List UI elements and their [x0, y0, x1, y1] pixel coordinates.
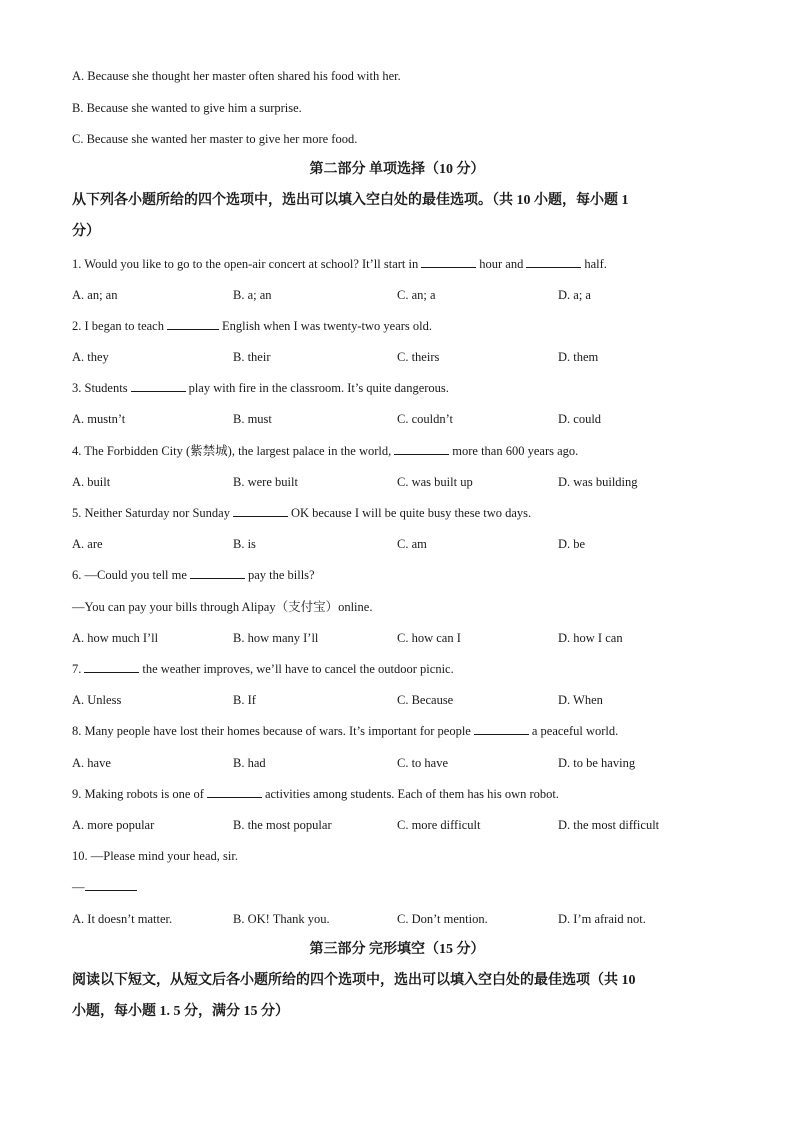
question-1-options — [72, 287, 732, 303]
question-8-options — [72, 755, 732, 771]
option-c: C. Because — [397, 693, 454, 707]
section2-title: 第二部分 单项选择（10 分） — [309, 162, 485, 177]
option-b: B. how many I’ll — [233, 631, 319, 645]
stem-text: pay the bills? — [247, 568, 315, 582]
option-d: D. the most difficult — [558, 818, 660, 832]
option-c: C. how can I — [397, 631, 461, 645]
section3-title: 第三部分 完形填空（15 分） — [309, 942, 485, 957]
question-8-stem — [72, 723, 618, 739]
stem-text: OK because I will be quite busy these two days. — [290, 506, 532, 520]
stem-text: 4. The Forbidden City (紫禁城), the largest palace in the world, — [72, 444, 392, 458]
option-b: B. the most popular — [233, 818, 332, 832]
question-6-stem — [72, 567, 315, 583]
option-c: C. to have — [397, 756, 449, 770]
section2-instructions-line2: 分） — [72, 224, 100, 239]
stem-text: activities among students. Each of them has his own robot. — [264, 787, 559, 801]
question-2-stem — [72, 318, 432, 334]
option-a: A. Unless — [72, 693, 122, 707]
question-5-options — [72, 536, 732, 552]
option-b: B. had — [233, 756, 266, 770]
question-7-stem — [72, 661, 454, 677]
option-d: D. was building — [558, 475, 638, 489]
answer-blank — [474, 723, 529, 735]
answer-blank — [131, 380, 186, 392]
answer-blank — [84, 661, 139, 673]
section2-instructions-line1: 从下列各小题所给的四个选项中，选出可以填入空白处的最佳选项。（共 10 小题，每小题 1 — [72, 193, 629, 208]
option-c: C. more difficult — [397, 818, 481, 832]
option-b: B. If — [233, 693, 256, 707]
prev-option-a: A. Because she thought her master often shared his food with her. — [72, 69, 401, 83]
question-5-stem — [72, 505, 531, 521]
stem-text: 2. I began to teach — [72, 319, 164, 333]
question-1-stem — [72, 256, 607, 272]
option-a: A. built — [72, 475, 111, 489]
stem-text: 9. Making robots is one of — [72, 787, 204, 801]
option-a: A. how much I’ll — [72, 631, 159, 645]
option-a: A. are — [72, 537, 103, 551]
option-b: B. OK! Thank you. — [233, 912, 330, 926]
option-d: D. to be having — [558, 756, 636, 770]
stem-text: 5. Neither Saturday nor Sunday — [72, 506, 230, 520]
question-3-options — [72, 411, 732, 427]
option-d: D. could — [558, 412, 602, 426]
prev-option-b: B. Because she wanted to give him a surprise. — [72, 101, 302, 115]
option-d: D. I’m afraid not. — [558, 912, 646, 926]
option-b: B. is — [233, 537, 256, 551]
stem-text: English when I was twenty-two years old. — [221, 319, 433, 333]
stem-text: 8. Many people have lost their homes because of wars. It’s important for people — [72, 724, 471, 738]
question-4-stem — [72, 443, 578, 459]
stem-text: 10. —Please mind your head, sir. — [72, 849, 238, 863]
stem-text: the weather improves, we’ll have to cancel the outdoor picnic. — [142, 662, 454, 676]
answer-blank — [190, 567, 245, 579]
question-9-stem — [72, 786, 559, 802]
section3-instructions-line1: 阅读以下短文，从短文后各小题所给的四个选项中，选出可以填入空白处的最佳选项（共 10 — [72, 973, 636, 988]
option-d: D. a; a — [558, 288, 591, 302]
option-b: B. were built — [233, 475, 298, 489]
option-a: A. more popular — [72, 818, 155, 832]
question-10-options — [72, 911, 732, 927]
stem-text: 1. Would you like to go to the open-air concert at school? It’ll start in — [72, 257, 419, 271]
option-b: B. must — [233, 412, 272, 426]
stem-text: more than 600 years ago. — [452, 444, 579, 458]
answer-blank — [421, 256, 476, 268]
question-9-options — [72, 817, 732, 833]
option-c: C. was built up — [397, 475, 473, 489]
answer-blank — [526, 256, 581, 268]
option-d: D. how I can — [558, 631, 623, 645]
dash-text: — — [72, 880, 85, 894]
option-b: B. a; an — [233, 288, 272, 302]
answer-blank — [207, 786, 262, 798]
answer-blank — [394, 443, 449, 455]
question-3-stem — [72, 380, 449, 396]
option-d: D. When — [558, 693, 603, 707]
option-a: A. they — [72, 350, 109, 364]
question-6-options — [72, 630, 732, 646]
option-c: C. am — [397, 537, 427, 551]
stem-text: 6. —Could you tell me — [72, 568, 187, 582]
question-2-options — [72, 349, 732, 365]
option-a: A. have — [72, 756, 111, 770]
option-c: C. Don’t mention. — [397, 912, 488, 926]
option-a: A. It doesn’t matter. — [72, 912, 173, 926]
option-c: C. an; a — [397, 288, 436, 302]
stem-text: a peaceful world. — [531, 724, 619, 738]
stem-text: half. — [584, 257, 607, 271]
answer-blank — [233, 505, 288, 517]
option-a: A. mustn’t — [72, 412, 126, 426]
stem-text: 7. — [72, 662, 82, 676]
stem-text: 3. Students — [72, 381, 128, 395]
section3-instructions-line2: 小题，每小题 1. 5 分，满分 15 分） — [72, 1004, 289, 1019]
option-d: D. them — [558, 350, 599, 364]
question-10-stem — [72, 848, 238, 864]
question-6-answer: —You can pay your bills through Alipay（支付宝）online. — [72, 600, 373, 614]
answer-blank — [167, 318, 219, 330]
question-7-options — [72, 692, 732, 708]
option-c: C. theirs — [397, 350, 440, 364]
prev-option-c: C. Because she wanted her master to give her more food. — [72, 132, 358, 146]
option-b: B. their — [233, 350, 271, 364]
option-c: C. couldn’t — [397, 412, 454, 426]
option-d: D. be — [558, 537, 586, 551]
question-4-options — [72, 474, 732, 490]
stem-text: play with fire in the classroom. It’s quite dangerous. — [188, 381, 449, 395]
question-10-answer — [72, 879, 140, 895]
option-a: A. an; an — [72, 288, 118, 302]
answer-blank — [85, 879, 137, 891]
stem-text: hour and — [479, 257, 524, 271]
